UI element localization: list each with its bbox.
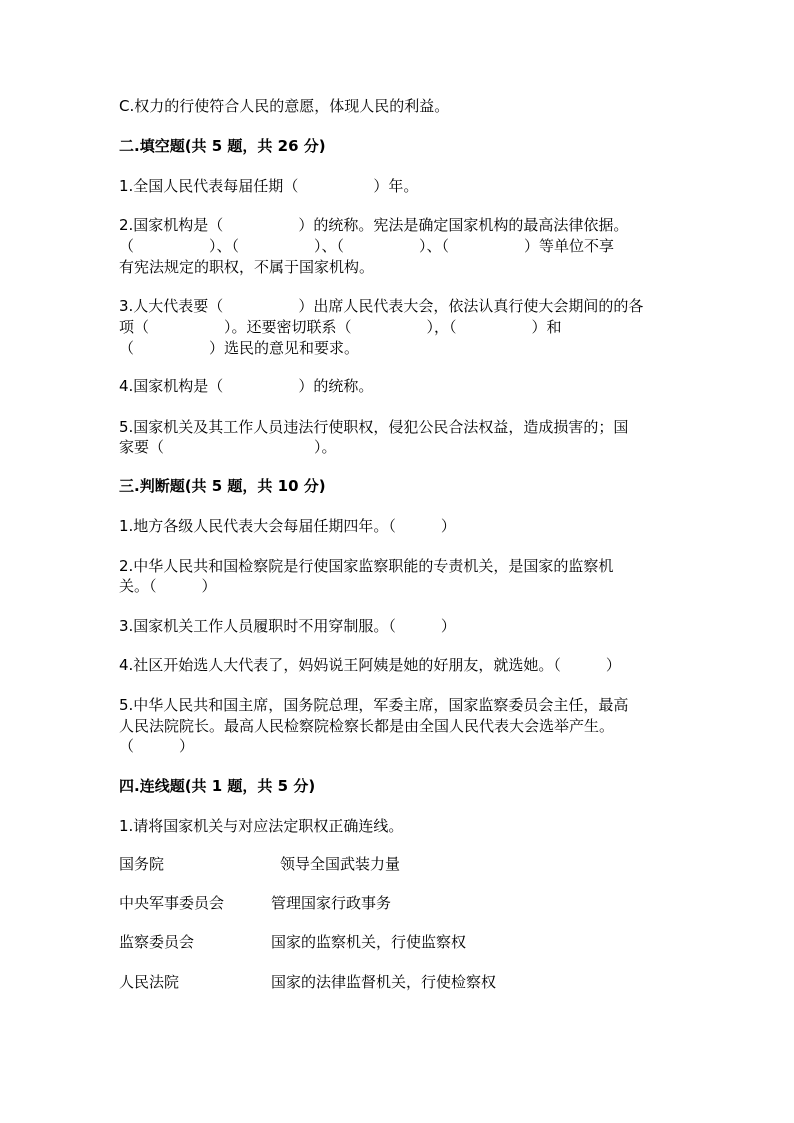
match-power-label: 管理国家行政事务: [271, 894, 392, 912]
judge-question-5-line-2: 人民法院院长。最高人民检察院检察长都是由全国人民代表大会选举产生。: [119, 717, 615, 735]
match-power-label: 国家的法律监督机关，行使检察权: [271, 973, 497, 991]
section-heading-fill-in: 二.填空题(共 5 题，共 26 分): [119, 137, 326, 155]
fill-question-5-line-1: 5.国家机关及其工作人员违法行使职权，侵犯公民合法权益，造成损害的；国: [119, 418, 629, 436]
match-question-1: 1.请将国家机关与对应法定职权正确连线。: [119, 817, 404, 835]
fill-question-2-line-2: （ ）、（ ）、（ ）、（ ）等单位不享: [119, 237, 615, 255]
match-organ-label: 国务院: [119, 855, 165, 873]
match-organ-label: 中央军事委员会: [119, 894, 225, 912]
fill-question-3-line-2: 项（ ）。还要密切联系（ ），（ ）和: [119, 318, 562, 336]
fill-question-2-line-1: 2.国家机构是（ ）的统称。宪法是确定国家机构的最高法律依据。: [119, 216, 629, 234]
match-pair-4: [0, 972, 794, 992]
judge-question-2-line-2: 关。（ ）: [119, 577, 217, 595]
match-organ-label: 人民法院: [119, 973, 180, 991]
judge-question-1: 1.地方各级人民代表大会每届任期四年。（ ）: [119, 517, 456, 535]
section-heading-matching: 四.连线题(共 1 题，共 5 分): [119, 777, 316, 795]
fill-question-3-line-3: （ ）选民的意见和要求。: [119, 339, 360, 357]
match-pair-2: [0, 893, 794, 913]
section-heading-true-false: 三.判断题(共 5 题，共 10 分): [119, 477, 326, 495]
judge-question-2-line-1: 2.中华人民共和国检察院是行使国家监察职能的专责机关，是国家的监察机: [119, 557, 614, 575]
judge-question-3: 3.国家机关工作人员履职时不用穿制服。（ ）: [119, 617, 456, 635]
option-c: C.权力的行使符合人民的意愿，体现人民的利益。: [119, 97, 450, 115]
match-pair-1: [0, 854, 794, 874]
fill-question-5-line-2: 家要（ ）。: [119, 438, 337, 456]
match-organ-label: 监察委员会: [119, 933, 195, 951]
judge-question-4: 4.社区开始选人大代表了，妈妈说王阿姨是她的好朋友，就选她。（ ）: [119, 656, 621, 674]
match-power-label: 领导全国武装力量: [280, 855, 401, 873]
fill-question-4: 4.国家机构是（ ）的统称。: [119, 377, 374, 395]
match-power-label: 国家的监察机关，行使监察权: [271, 933, 467, 951]
match-pair-3: [0, 932, 794, 952]
fill-question-1: 1.全国人民代表每届任期（ ）年。: [119, 177, 419, 195]
judge-question-5-line-3: （ ）: [119, 737, 195, 755]
fill-question-2-line-3: 有宪法规定的职权，不属于国家机构。: [119, 258, 375, 276]
judge-question-5-line-1: 5.中华人民共和国主席，国务院总理，军委主席，国家监察委员会主任，最高: [119, 696, 629, 714]
fill-question-3-line-1: 3.人大代表要（ ）出席人民代表大会，依法认真行使大会期间的的各: [119, 297, 644, 315]
